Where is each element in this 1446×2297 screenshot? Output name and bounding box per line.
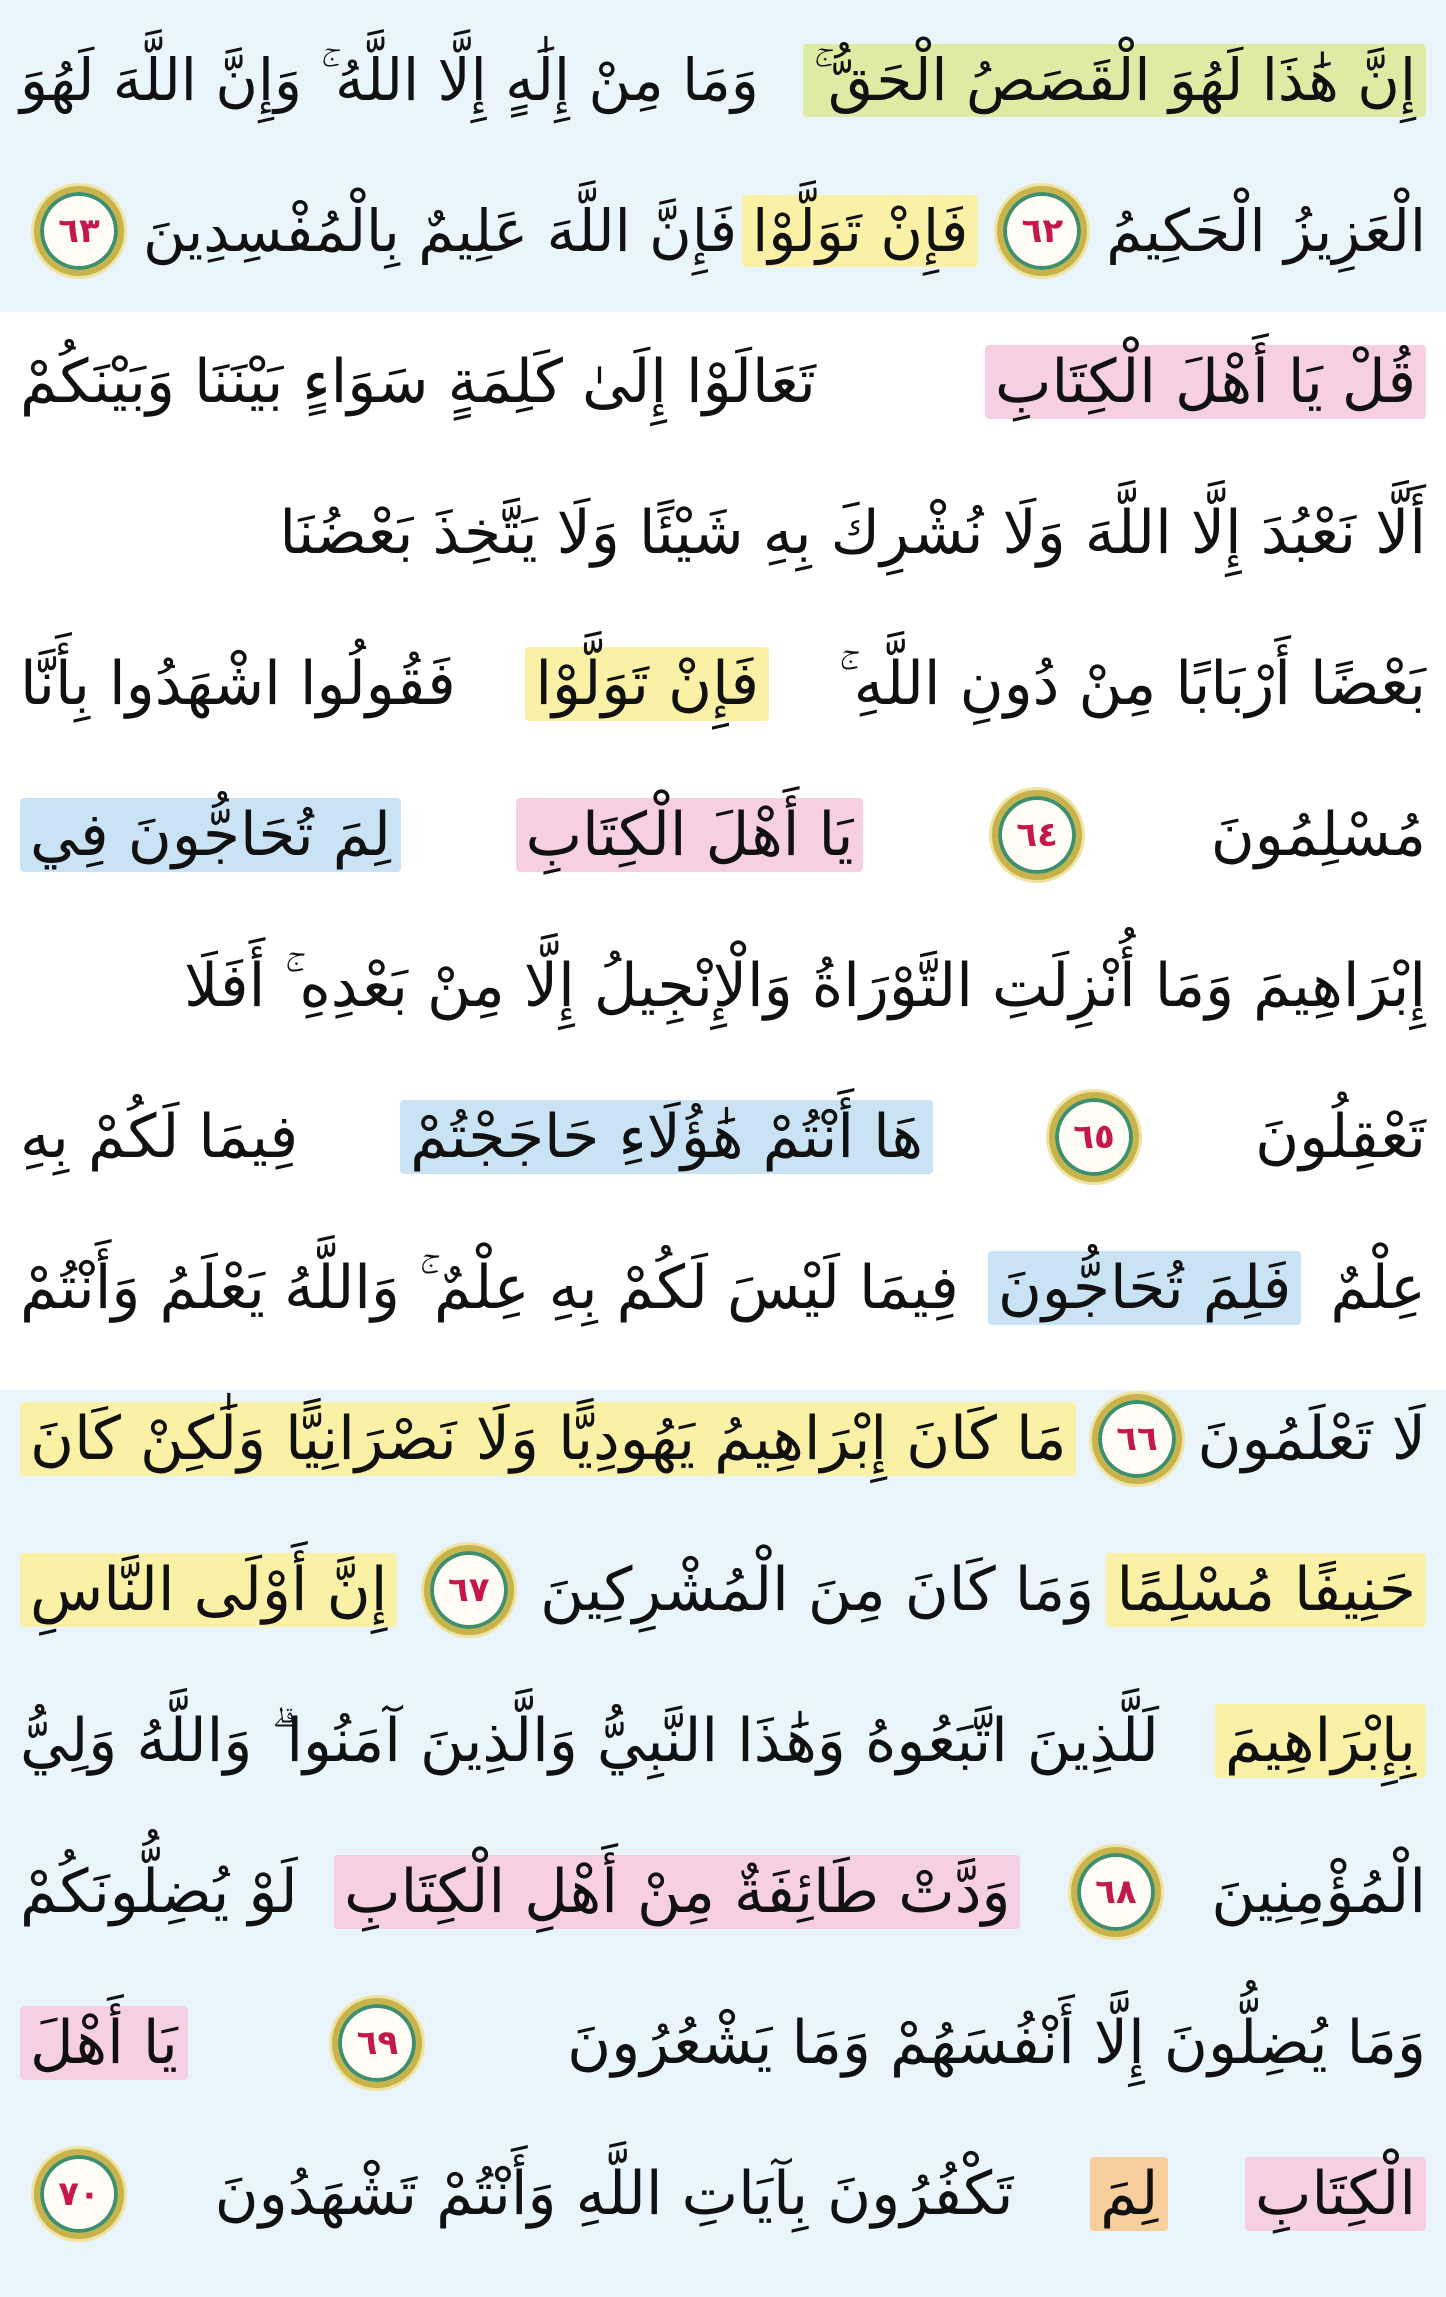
verse-text: فَإِنَّ اللَّهَ عَلِيمٌ بِالْمُفْسِدِينَ [142, 197, 738, 265]
highlighted-phrase: مَا كَانَ إِبْرَاهِيمُ يَهُودِيًّا وَلَا نَصْرَانِيًّا وَلَٰكِنْ كَانَ [20, 1402, 1076, 1476]
verse-text: لَا تَعْلَمُونَ [1197, 1404, 1426, 1474]
verse-text: مُسْلِمُونَ [1210, 800, 1426, 870]
verse-number-marker-icon: ٦٥ [1049, 1092, 1139, 1182]
verse-text: تَعْقِلُونَ [1255, 1102, 1426, 1172]
verse-number-marker-icon: ٦٢ [997, 186, 1087, 276]
verse-line [20, 314, 1426, 450]
verse-text: إِبْرَاهِيمَ وَمَا أُنْزِلَتِ التَّوْرَاةُ وَالْإِنْجِيلُ إِلَّا مِنْ بَعْدِهِ ۚ أَفَلَا [184, 951, 1426, 1021]
verse-number-marker-icon: ٦٧ [424, 1545, 514, 1635]
verse-line [20, 1069, 1426, 1205]
highlighted-phrase: الْكِتَابِ [1245, 2157, 1426, 2231]
highlighted-phrase: لِمَ [1090, 2157, 1168, 2231]
verse-text: وَمَا كَانَ مِنَ الْمُشْرِكِينَ [540, 1555, 1095, 1625]
verse-line [20, 1975, 1426, 2111]
verse-line [20, 12, 1426, 148]
highlighted-phrase: لِمَ تُحَاجُّونَ فِي [20, 798, 401, 872]
verse-text: الْمُؤْمِنِينَ [1211, 1857, 1426, 1927]
verse-text: فِيمَا لَيْسَ لَكُمْ بِهِ عِلْمٌ ۚ وَاللَّهُ يَعْلَمُ وَأَنْتُمْ [20, 1253, 959, 1323]
verse-text: لَلَّذِينَ اتَّبَعُوهُ وَهَٰذَا النَّبِيُّ وَالَّذِينَ آمَنُوا ۗ وَاللَّهُ وَلِيُّ [20, 1706, 1159, 1776]
verse-text: تَكْفُرُونَ بِآيَاتِ اللَّهِ وَأَنْتُمْ تَشْهَدُونَ [214, 2159, 1014, 2229]
highlighted-phrase: فَإِنْ تَوَلَّوْا [742, 195, 978, 267]
verse-text: عِلْمٌ [1330, 1253, 1426, 1323]
highlighted-phrase: يَا أَهْلَ [20, 2006, 188, 2080]
highlighted-phrase: قُلْ يَا أَهْلَ الْكِتَابِ [985, 345, 1426, 419]
highlighted-phrase: إِنَّ أَوْلَى النَّاسِ [20, 1553, 397, 1627]
verse-line [20, 163, 1426, 299]
verse-line [20, 465, 1426, 601]
highlighted-phrase: بِإِبْرَاهِيمَ [1215, 1704, 1426, 1778]
verse-line [20, 2126, 1426, 2262]
verse-number-marker-icon: ٦٤ [992, 790, 1082, 880]
verse-line [20, 767, 1426, 903]
verse-number-marker-icon: ٦٨ [1071, 1847, 1161, 1937]
highlighted-phrase: حَنِيفًا مُسْلِمًا [1106, 1553, 1426, 1627]
verse-text: لَوْ يُضِلُّونَكُمْ [20, 1857, 298, 1927]
highlighted-phrase: فَإِنْ تَوَلَّوْا [525, 647, 769, 721]
verse-text: الْعَزِيزُ الْحَكِيمُ [1106, 197, 1426, 265]
verse-text: وَمَا يُضِلُّونَ إِلَّا أَنْفُسَهُمْ وَمَا يَشْعُرُونَ [567, 2008, 1426, 2078]
verse-text: فِيمَا لَكُمْ بِهِ [20, 1102, 299, 1172]
highlighted-phrase: إِنَّ هَٰذَا لَهُوَ الْقَصَصُ الْحَقُّ ۚ [803, 44, 1426, 117]
verse-text: فَقُولُوا اشْهَدُوا بِأَنَّا [20, 649, 456, 719]
verse-number-marker-icon: ٧٠ [34, 2149, 124, 2239]
verse-line [20, 1673, 1426, 1809]
verse-text: تَعَالَوْا إِلَىٰ كَلِمَةٍ سَوَاءٍ بَيْنَنَا وَبَيْنَكُمْ [20, 347, 816, 417]
verse-line [20, 1220, 1426, 1356]
verse-number-marker-icon: ٦٩ [332, 1998, 422, 2088]
verse-line [20, 1371, 1426, 1507]
verse-number-marker-icon: ٦٦ [1092, 1394, 1182, 1484]
verse-text: وَمَا مِنْ إِلَٰهٍ إِلَّا اللَّهُ ۚ وَإِنَّ اللَّهَ لَهُوَ [20, 45, 759, 114]
verse-text: أَلَّا نَعْبُدَ إِلَّا اللَّهَ وَلَا نُشْرِكَ بِهِ شَيْئًا وَلَا يَتَّخِذَ بَعْضُنَا [279, 498, 1426, 568]
highlighted-phrase: يَا أَهْلَ الْكِتَابِ [516, 798, 864, 872]
verse-line [20, 918, 1426, 1054]
verse-number-marker-icon: ٦٣ [34, 186, 124, 276]
verse-line [20, 616, 1426, 752]
verse-line [20, 1824, 1426, 1960]
highlighted-phrase: فَلِمَ تُحَاجُّونَ [988, 1251, 1301, 1325]
highlighted-phrase: هَا أَنْتُمْ هَٰؤُلَاءِ حَاجَجْتُمْ [400, 1100, 933, 1174]
verse-text: بَعْضًا أَرْبَابًا مِنْ دُونِ اللَّهِ ۚ [838, 649, 1426, 719]
highlighted-phrase: وَدَّتْ طَائِفَةٌ مِنْ أَهْلِ الْكِتَابِ [334, 1855, 1020, 1929]
verse-line [20, 1522, 1426, 1658]
